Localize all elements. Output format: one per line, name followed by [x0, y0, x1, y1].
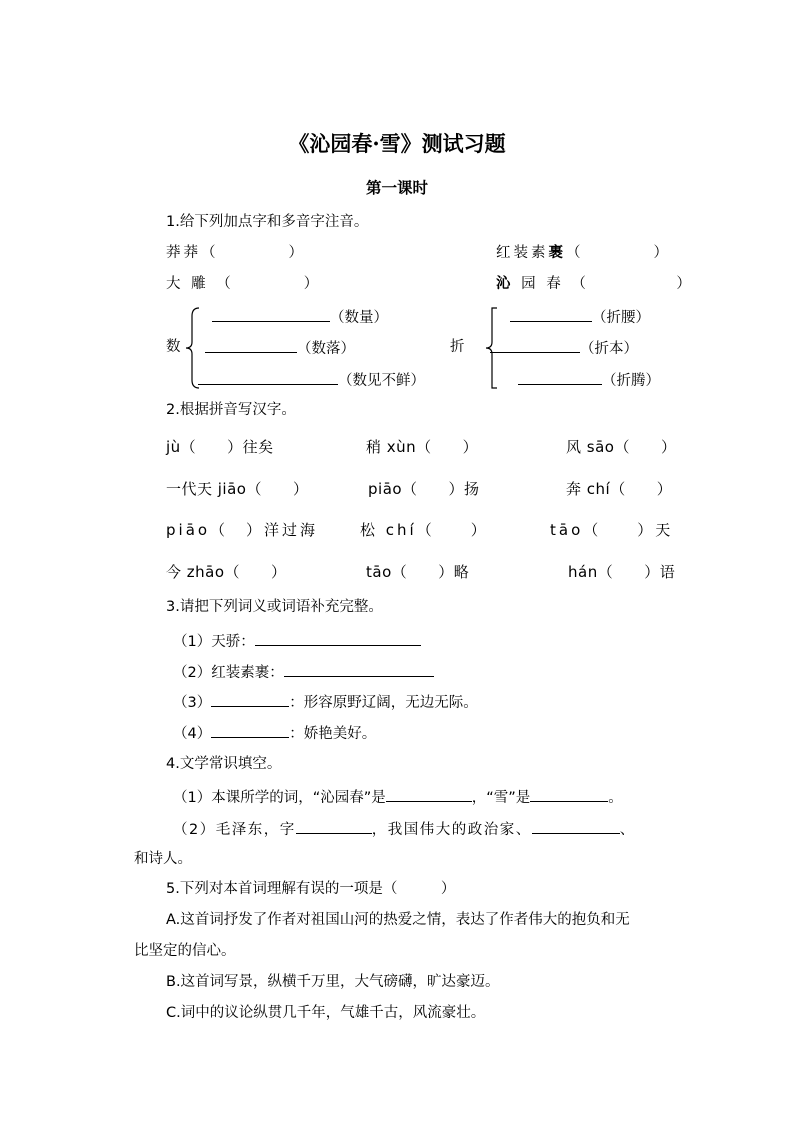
q2-heading: 2.根据拼音写汉字。 [166, 402, 296, 418]
q2-item: piāo（ ）洋过海 [166, 521, 319, 539]
q1-zhe-line-3: （折腾） [518, 369, 660, 391]
q3-item-4: （4） ：娇艳美好。 [173, 722, 376, 744]
q5-option-b: B.这首词写景，纵横千万里，大气磅礴，旷达豪迈。 [166, 974, 500, 990]
q2-item: tāo（ ）略 [366, 563, 470, 581]
q1-zhe-char: 折 [450, 339, 465, 355]
q1-item-hongzhuang: 红装素裹（ ） [496, 245, 671, 261]
q3-item-1: （1）天骄： [173, 630, 421, 652]
q1-item-dadiao: 大 雕 （ ） [166, 276, 322, 292]
page-subtitle: 第一课时 [365, 178, 428, 197]
page-title: 《沁园春·雪》测试习题 [288, 131, 506, 156]
q2-item: piāo（ ）扬 [368, 480, 480, 498]
q5-heading: 5.下列对本首词理解有误的一项是（ ） [166, 881, 456, 897]
q2-item: 松 chí（ ） [360, 521, 489, 539]
q2-item: tāo（ ）天 [550, 521, 674, 539]
q1-zhe-line-1: （折腰） [510, 306, 650, 328]
q5-option-a: A.这首词抒发了作者对祖国山河的热爱之情，表达了作者伟大的抱负和无 [166, 912, 630, 928]
q4-item-2-cont: 和诗人。 [134, 851, 192, 867]
q2-item: 稍 xùn（ ） [366, 438, 479, 456]
q2-item: 一代天 jiāo（ ） [166, 480, 309, 498]
q3-item-3: （3） ：形容原野辽阔，无边无际。 [173, 691, 478, 713]
q1-item-qinyuanchun: 沁 园 春 （ ） [496, 276, 694, 292]
q1-shu-line-2: （数落） [205, 337, 355, 359]
q5-option-a-cont: 比坚定的信心。 [134, 943, 236, 959]
q4-heading: 4.文学常识填空。 [166, 756, 282, 772]
q1-zhe-line-2: （折本） [490, 337, 638, 359]
q1-shu-line-3: （数见不鲜） [198, 369, 425, 391]
q3-item-2: （2）红装素裹： [173, 661, 434, 683]
q2-item: 奔 chí（ ） [566, 480, 673, 498]
q2-item: 今 zhāo（ ） [166, 563, 287, 581]
q5-option-c: C.词中的议论纵贯几千年，气雄千古，风流豪壮。 [166, 1005, 486, 1021]
q1-item-mangmang: 莽莽（ ） [166, 245, 306, 261]
q4-item-2: （2）毛泽东，字 ，我国伟大的政治家、 、 [173, 818, 636, 840]
q2-item: 风 sāo（ ） [566, 438, 677, 456]
q2-item: jù（ ）往矣 [166, 438, 274, 456]
q1-shu-line-1: （数量） [212, 306, 388, 328]
q1-heading: 1.给下列加点字和多音字注音。 [166, 214, 369, 230]
q3-heading: 3.请把下列词义或词语补充完整。 [166, 599, 383, 615]
q1-shu-char: 数 [166, 339, 181, 355]
q2-item: hán（ ）语 [568, 563, 676, 581]
q4-item-1: （1）本课所学的词，“沁园春”是 ，“雪”是 。 [173, 786, 623, 808]
